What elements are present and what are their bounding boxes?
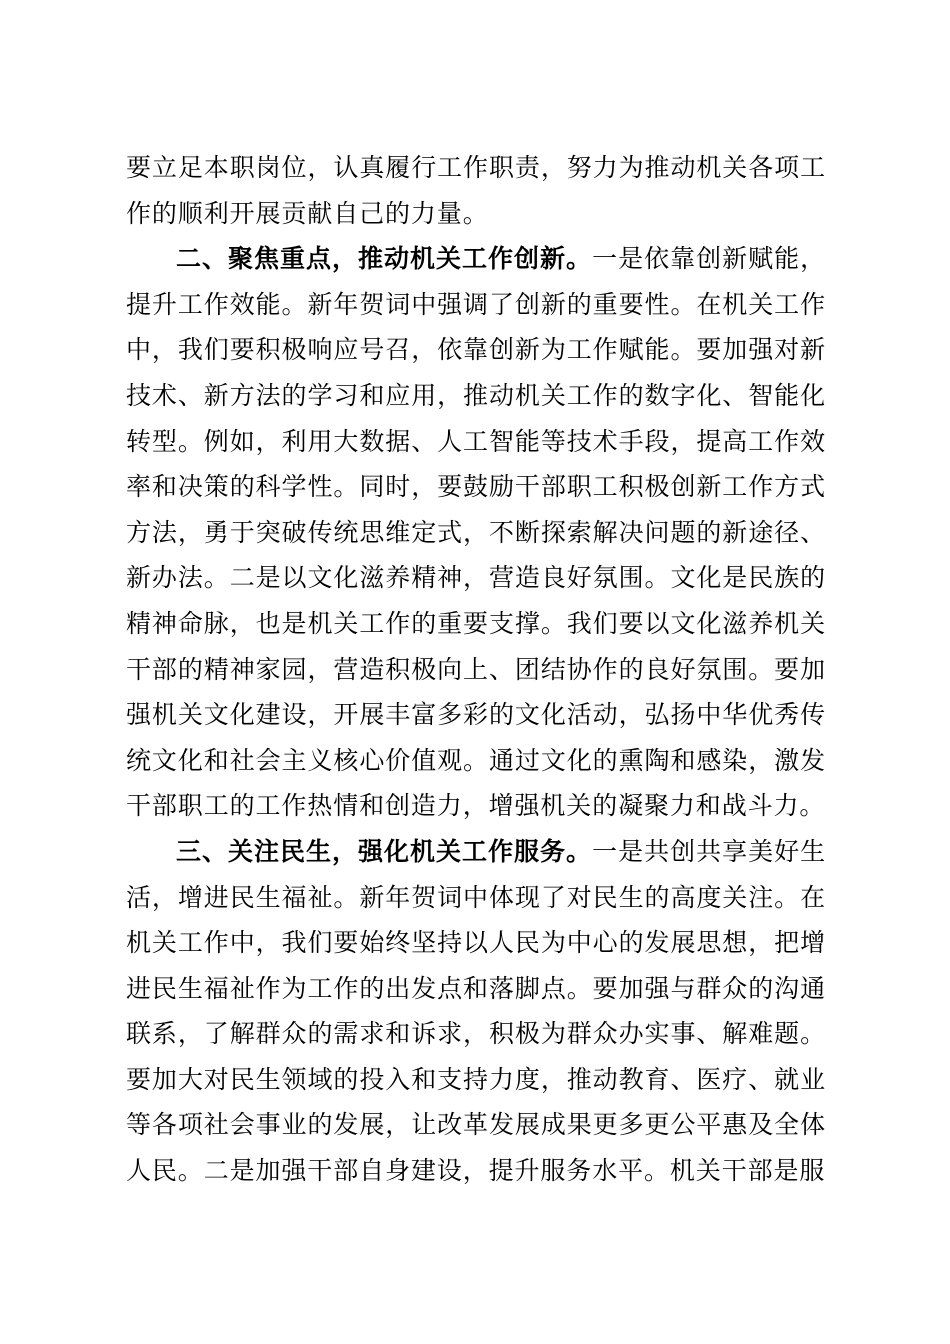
paragraph-text: 一是共创共享美好生活，增进民生福祉。新年贺词中体现了对民生的高度关注。在机关工作中，我们要始终坚持以人民为中心的发展思想，把增进民生福祉作为工作的出发点和落脚点。要加强与群众的沟通联系，了解群众的需求和诉求，积极为群众办实事、解难题。要加大对民生领域的投入和支持力度，推动教育、医疗、就业等各项社会事业的发展，让改革发展成果更多更公平惠及全体人民。二是加强干部自身建设，提升服务水平。机关干部是服 [126,836,826,1186]
paragraph-section-three [126,829,826,1194]
section-heading: 二、聚焦重点，推动机关工作创新。 [176,244,593,274]
paragraph-continuation [126,145,826,236]
paragraph-section-two [126,236,826,829]
section-heading: 三、关注民生，强化机关工作服务。 [176,836,593,866]
paragraph-text: 要立足本职岗位，认真履行工作职责，努力为推动机关各项工作的顺利开展贡献自己的力量。 [126,153,826,228]
paragraph-text: 一是依靠创新赋能，提升工作效能。新年贺词中强调了创新的重要性。在机关工作中，我们要积极响应号召，依靠创新为工作赋能。要加强对新技术、新方法的学习和应用，推动机关工作的数字化、智能化转型。例如，利用大数据、人工智能等技术手段，提高工作效率和决策的科学性。同时，要鼓励干部职工积极创新工作方式方法，勇于突破传统思维定式，不断探索解决问题的新途径、新办法。二是以文化滋养精神，营造良好氛围。文化是民族的精神命脉，也是机关工作的重要支撑。我们要以文化滋养机关干部的精神家园，营造积极向上、团结协作的良好氛围。要加强机关文化建设，开展丰富多彩的文化活动，弘扬中华优秀传统文化和社会主义核心价值观。通过文化的熏陶和感染，激发干部职工的工作热情和创造力，增强机关的凝聚力和战斗力。 [126,244,826,821]
document-body [126,145,826,1194]
